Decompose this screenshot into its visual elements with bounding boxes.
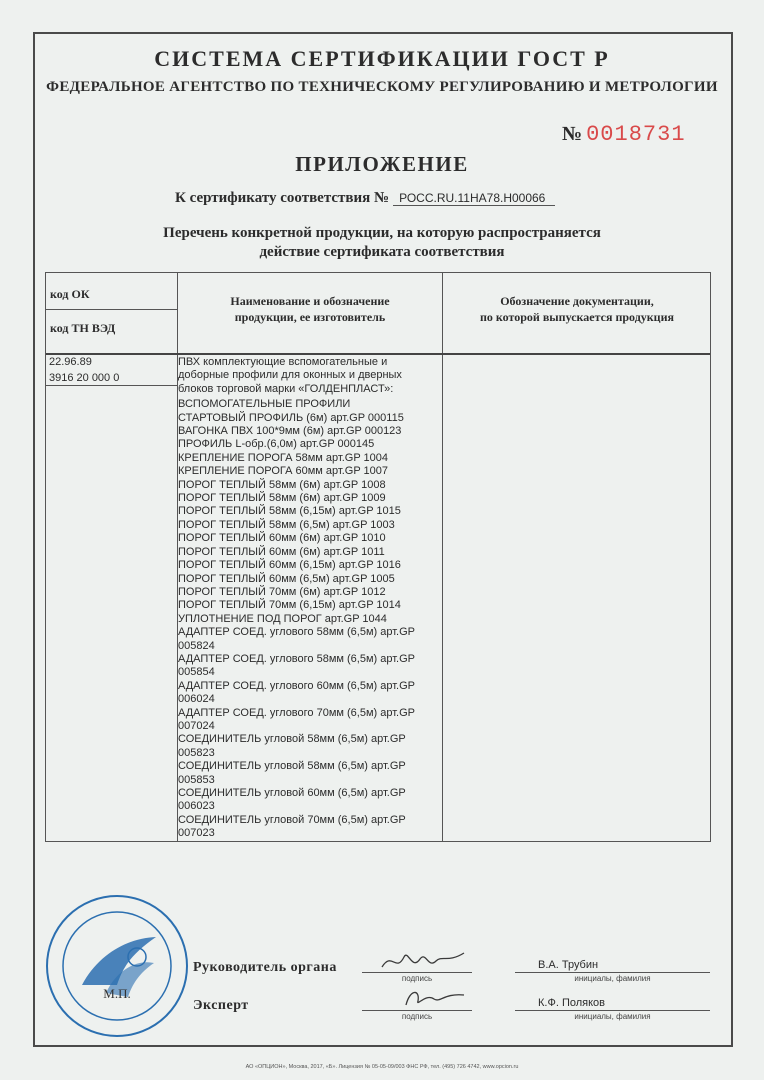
product-line: 005854 bbox=[178, 666, 215, 679]
certificate-reference bbox=[175, 190, 555, 207]
product-line: 007023 bbox=[178, 827, 215, 840]
product-line: СОЕДИНИТЕЛЬ угловой 60мм (6,5м) арт.GP bbox=[178, 787, 406, 799]
head-name-line bbox=[515, 972, 710, 973]
product-line: АДАПТЕР СОЕД. углового 58мм (6,5м) арт.GP bbox=[178, 626, 416, 639]
product-line: 005823 bbox=[178, 746, 215, 759]
table-divider bbox=[46, 385, 177, 386]
product-line: 005824 bbox=[178, 639, 215, 652]
seal-stamp bbox=[44, 893, 190, 1039]
head-name-caption: инициалы, фамилия bbox=[574, 974, 651, 983]
printer-footer: АО «ОПЦИОН», Москва, 2017, «Б». Лицензия № 05-05-09/003 ФНС РФ, тел. (495) 726 4742, www.opcion.ru bbox=[245, 1064, 519, 1070]
product-line: 005853 bbox=[178, 773, 215, 786]
header-product-name: Наименование и обозначение продукции, ее изготовитель bbox=[230, 294, 390, 324]
head-name: В.А. Трубин bbox=[538, 959, 599, 971]
product-line: СОЕДИНИТЕЛЬ угловой 58мм (6,5м) арт.GP bbox=[178, 733, 406, 746]
product-line: ПОРОГ ТЕПЛЫЙ 58мм (6м) арт.GP 1009 bbox=[178, 492, 386, 505]
product-line: ПВХ комплектующие вспомогательные и bbox=[178, 356, 388, 368]
serial-number-value: 0018731 bbox=[586, 122, 686, 147]
head-sign-caption: подпись bbox=[401, 974, 433, 983]
product-line: УПЛОТНЕНИЕ ПОД ПОРОГ арт.GP 1044 bbox=[178, 612, 387, 625]
table-divider bbox=[46, 309, 177, 310]
certificate-label: К сертификату соответствия № bbox=[175, 190, 390, 206]
product-line: 006024 bbox=[178, 693, 215, 706]
product-line: СТАРТОВЫЙ ПРОФИЛЬ (6м) арт.GP 000115 bbox=[178, 411, 404, 424]
product-line: ВАГОНКА ПВХ 100*9мм (6м) арт.GP 000123 bbox=[178, 425, 402, 438]
head-sign-line bbox=[362, 972, 472, 973]
product-line: АДАПТЕР СОЕД. углового 70мм (6,5м) арт.GP bbox=[178, 706, 416, 719]
product-line: ПОРОГ ТЕПЛЫЙ 58мм (6,5м) арт.GP 1003 bbox=[178, 518, 395, 531]
product-line: ПОРОГ ТЕПЛЫЙ 70мм (6,15м) арт.GP 1014 bbox=[178, 599, 401, 612]
expert-name-caption: инициалы, фамилия bbox=[574, 1012, 651, 1021]
product-line: СОЕДИНИТЕЛЬ угловой 58мм (6,5м) арт.GP bbox=[178, 760, 406, 773]
code-tnved-value: 3916 20 000 0 bbox=[49, 372, 120, 384]
product-line: 006023 bbox=[178, 800, 215, 813]
stamp-mp: М.П. bbox=[103, 986, 131, 1001]
table-divider bbox=[442, 273, 443, 841]
product-line: блоков торговой марки «ГОЛДЕНПЛАСТ»: bbox=[178, 382, 394, 395]
product-line: КРЕПЛЕНИЕ ПОРОГА 60мм арт.GP 1007 bbox=[178, 465, 389, 478]
expert-sign-line bbox=[362, 1010, 472, 1011]
product-table bbox=[45, 272, 711, 842]
serial-number bbox=[562, 122, 686, 147]
expert-name: К.Ф. Поляков bbox=[538, 997, 605, 1009]
product-line: ПОРОГ ТЕПЛЫЙ 70мм (6м) арт.GP 1012 bbox=[178, 585, 386, 598]
list-heading bbox=[0, 224, 764, 262]
product-line: ПОРОГ ТЕПЛЫЙ 60мм (6м) арт.GP 1010 bbox=[178, 532, 386, 545]
system-title: СИСТЕМА СЕРТИФИКАЦИИ ГОСТ Р bbox=[154, 46, 610, 71]
product-list bbox=[178, 356, 440, 841]
header-code-ok: код ОК bbox=[50, 287, 90, 301]
product-line: ПОРОГ ТЕПЛЫЙ 60мм (6м) арт.GP 1011 bbox=[178, 545, 385, 558]
expert-sign-caption: подпись bbox=[401, 1012, 433, 1021]
expert-signature bbox=[400, 985, 470, 1013]
serial-number-label: № bbox=[562, 123, 583, 145]
header-documentation: Обозначение документации, по которой выпускается продукция bbox=[479, 294, 675, 324]
page-title: ПРИЛОЖЕНИЕ bbox=[295, 152, 469, 176]
product-line: ПРОФИЛЬ L-обр.(6,0м) арт.GP 000145 bbox=[178, 438, 375, 451]
expert-name-line bbox=[515, 1010, 710, 1011]
list-heading-line-2: действие сертификата соответствия bbox=[259, 244, 505, 260]
list-heading-line-1: Перечень конкретной продукции, на которую распространяется bbox=[163, 225, 601, 241]
certificate-number: РОСС.RU.11НА78.Н00066 bbox=[393, 191, 555, 206]
product-line: ВСПОМОГАТЕЛЬНЫЕ ПРОФИЛИ bbox=[178, 398, 351, 411]
product-line: ПОРОГ ТЕПЛЫЙ 60мм (6,15м) арт.GP 1016 bbox=[178, 559, 401, 572]
product-line: 007024 bbox=[178, 719, 215, 732]
product-line: ПОРОГ ТЕПЛЫЙ 60мм (6,5м) арт.GP 1005 bbox=[178, 572, 395, 585]
product-line: ПОРОГ ТЕПЛЫЙ 58мм (6,15м) арт.GP 1015 bbox=[178, 505, 401, 518]
head-label: Руководитель органа bbox=[193, 960, 337, 975]
product-line: КРЕПЛЕНИЕ ПОРОГА 58мм арт.GP 1004 bbox=[178, 451, 389, 464]
code-ok-value: 22.96.89 bbox=[49, 356, 92, 368]
header-code-tnved: код ТН ВЭД bbox=[50, 321, 116, 335]
product-line: доборные профили для оконных и дверных bbox=[178, 369, 402, 382]
agency-title: ФЕДЕРАЛЬНОЕ АГЕНТСТВО ПО ТЕХНИЧЕСКОМУ РЕГУЛИРОВАНИЮ И МЕТРОЛОГИИ bbox=[46, 79, 718, 95]
product-line: ПОРОГ ТЕПЛЫЙ 58мм (6м) арт.GP 1008 bbox=[178, 478, 386, 491]
table-divider bbox=[46, 353, 710, 355]
product-line: СОЕДИНИТЕЛЬ угловой 70мм (6,5м) арт.GP bbox=[178, 813, 406, 826]
product-line: АДАПТЕР СОЕД. углового 58мм (6,5м) арт.GP bbox=[178, 652, 416, 665]
product-line: АДАПТЕР СОЕД. углового 60мм (6,5м) арт.GP bbox=[178, 679, 416, 692]
expert-label: Эксперт bbox=[193, 998, 249, 1013]
